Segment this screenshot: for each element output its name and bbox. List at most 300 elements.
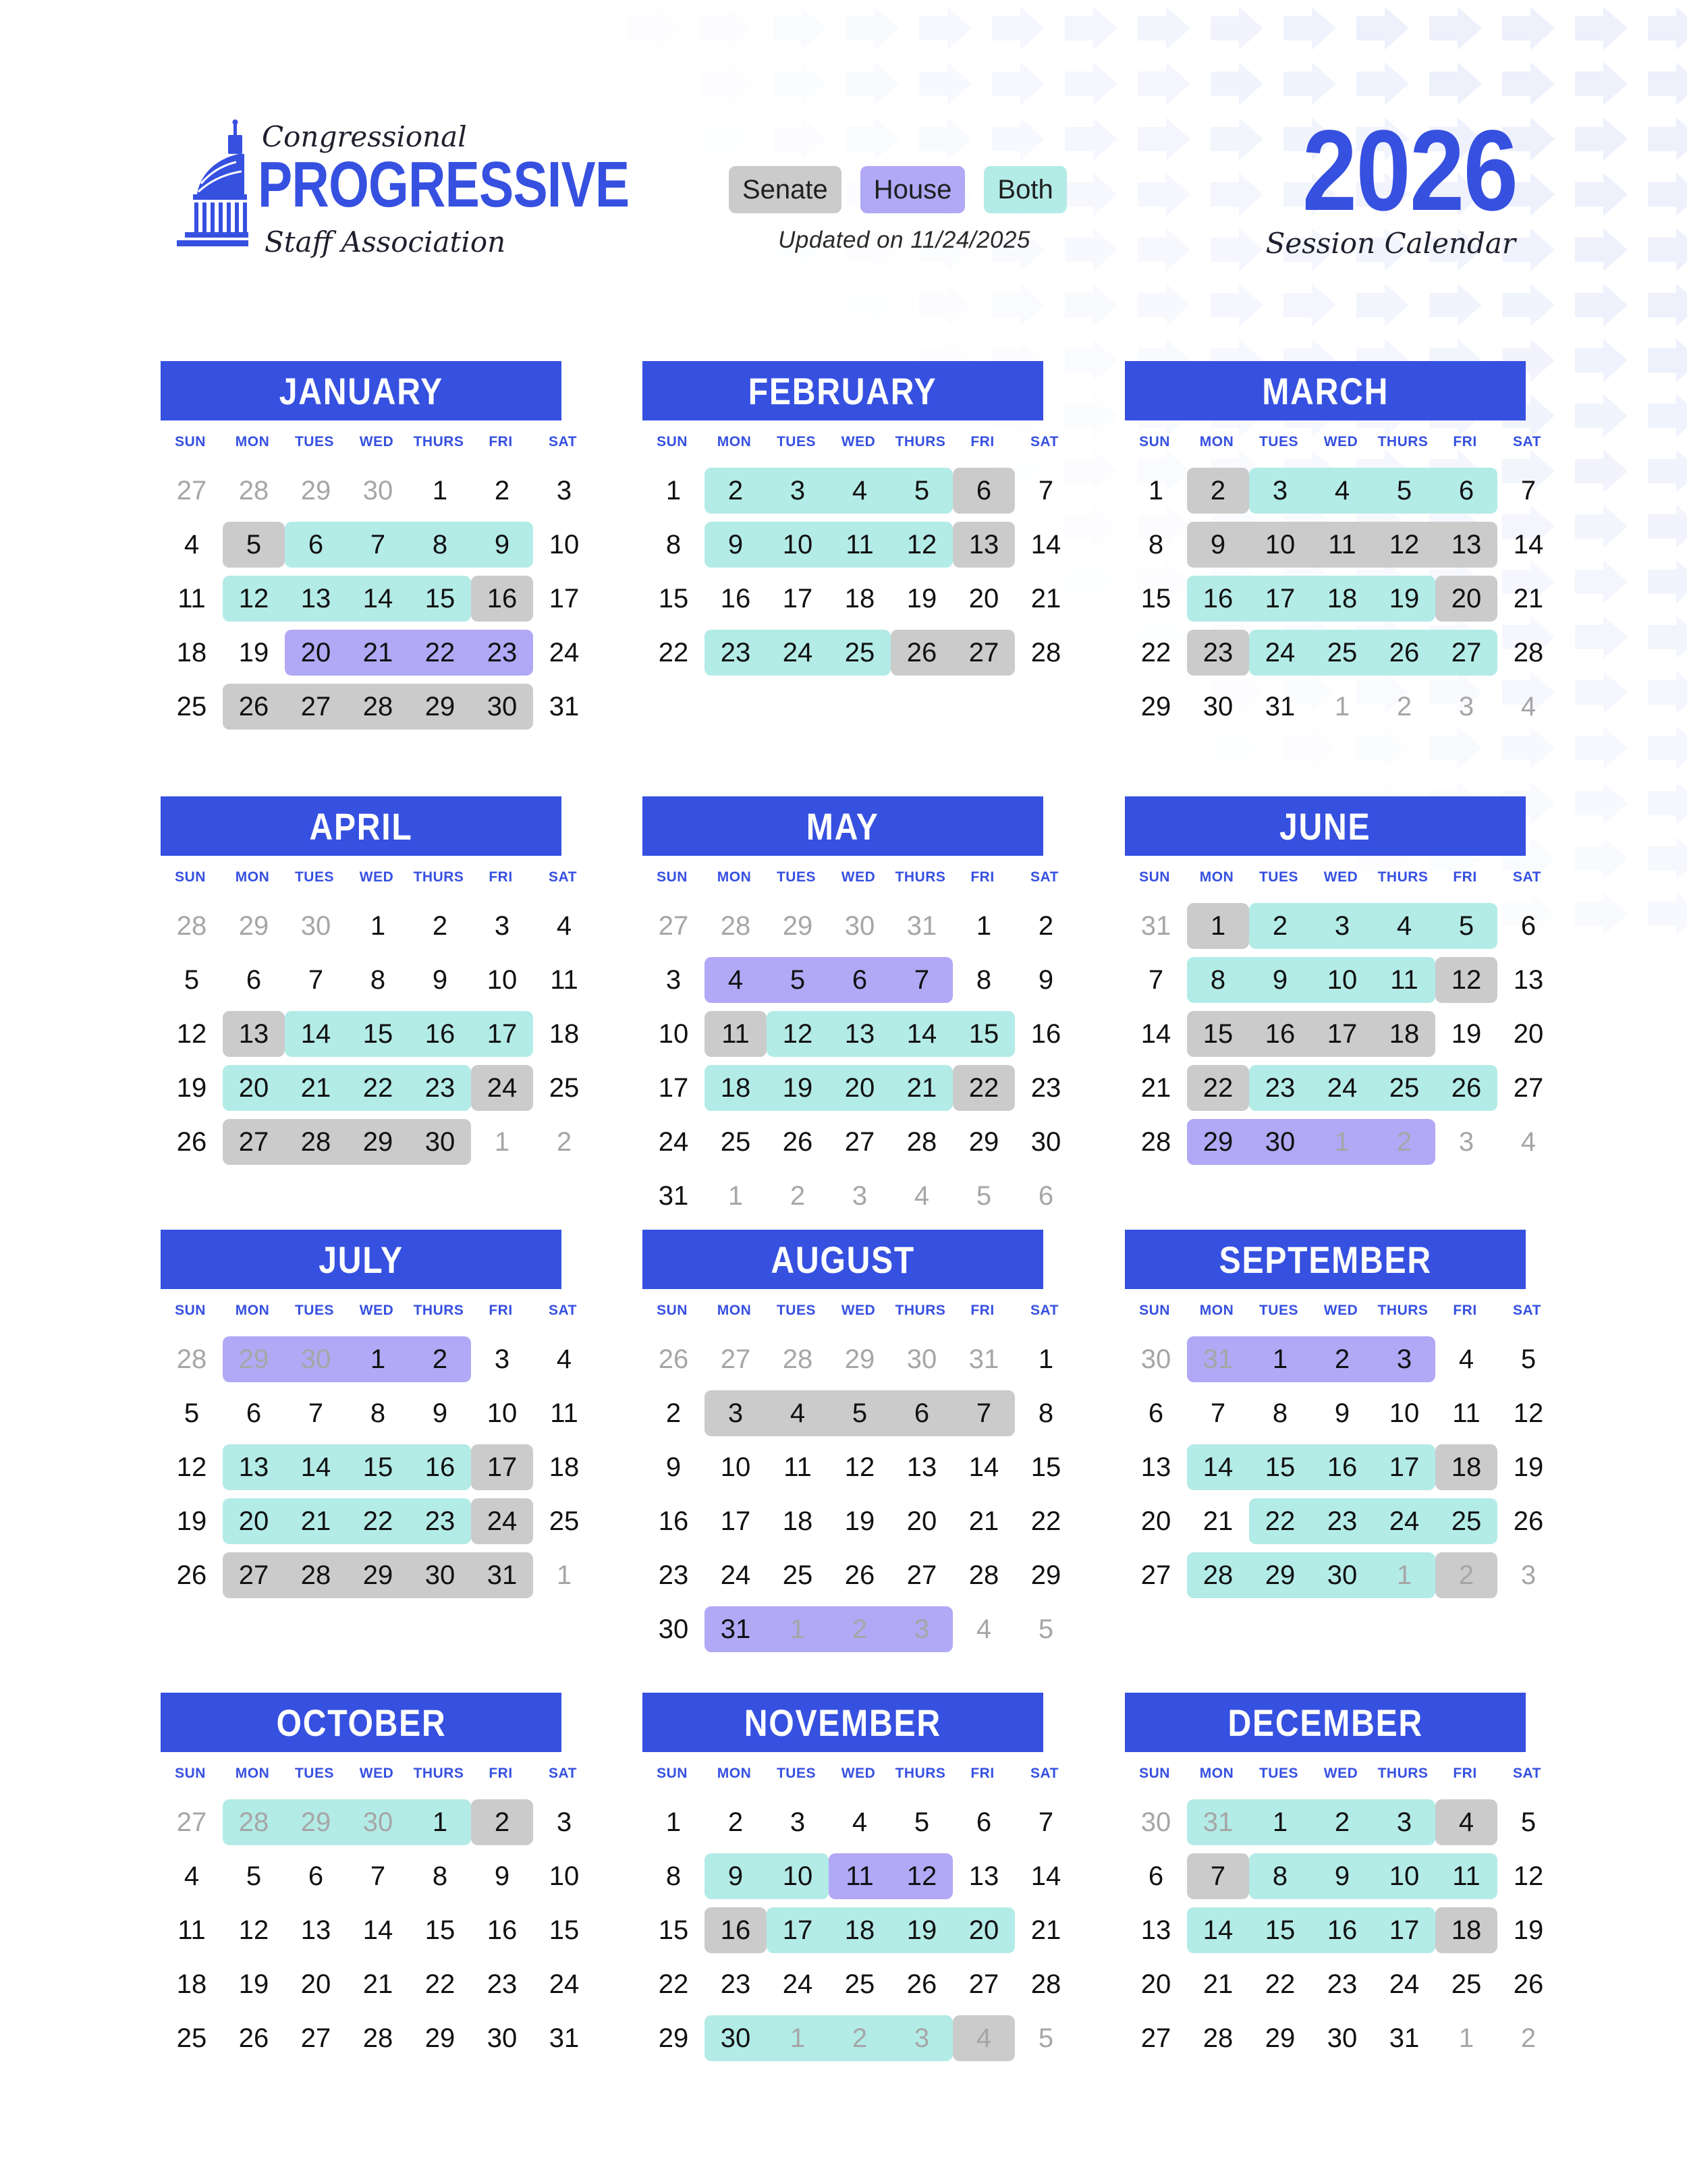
- day-cell: 18: [1327, 583, 1358, 613]
- day-cell: 18: [176, 637, 207, 667]
- adjacent-month-day-cell: 30: [1140, 1807, 1171, 1837]
- day-cell: 3: [1334, 910, 1350, 941]
- day-cell: 26: [1389, 637, 1420, 667]
- month-header: [161, 1230, 561, 1289]
- day-cell: 25: [549, 1506, 580, 1536]
- day-cell: 10: [658, 1018, 689, 1049]
- day-cell: 16: [1327, 1452, 1358, 1482]
- day-cell: 24: [1265, 637, 1296, 667]
- weekday-label: MON: [235, 1303, 270, 1318]
- month-february: [642, 361, 1061, 680]
- day-cell: 8: [665, 1861, 682, 1891]
- adjacent-month-day-cell: 5: [1038, 2023, 1054, 2053]
- month-title: APRIL: [309, 804, 413, 848]
- adjacent-month-day-cell: 2: [1458, 1560, 1474, 1590]
- day-cell: 16: [487, 1915, 518, 1945]
- day-cell: 15: [362, 1018, 393, 1049]
- day-cell: 4: [556, 910, 572, 941]
- weekday-label: FRI: [1453, 1766, 1477, 1781]
- weekday-label: MON: [235, 869, 270, 885]
- weekday-label: WED: [359, 869, 394, 885]
- adjacent-month-day-cell: 2: [556, 1126, 572, 1157]
- day-cell: 19: [906, 1915, 937, 1945]
- day-cell: 6: [976, 475, 992, 506]
- day-cell: 23: [658, 1560, 689, 1590]
- day-cell: 27: [238, 1560, 269, 1590]
- legend: [729, 166, 1067, 213]
- adjacent-month-day-cell: 2: [1396, 691, 1412, 721]
- day-cell: 19: [844, 1506, 875, 1536]
- day-cell: 30: [424, 1560, 455, 1590]
- day-cell: 24: [782, 637, 813, 667]
- day-cell: 30: [1327, 1560, 1358, 1590]
- day-cell: 16: [1265, 1018, 1296, 1049]
- weekday-label: FRI: [970, 869, 995, 885]
- weekday-label: SUN: [175, 1766, 206, 1781]
- day-cell: 3: [665, 964, 682, 995]
- day-cell: 1: [665, 475, 682, 506]
- day-cell: 30: [487, 691, 518, 721]
- day-cell: 21: [1140, 1072, 1171, 1103]
- weekday-label: WED: [359, 1766, 394, 1781]
- month-days: [161, 899, 580, 1169]
- day-cell: 8: [665, 529, 682, 559]
- adjacent-month-day-cell: 28: [720, 910, 751, 941]
- day-cell: 8: [1148, 529, 1164, 559]
- day-cell: 23: [720, 637, 751, 667]
- day-cell: 19: [1513, 1452, 1544, 1482]
- day-cell: 14: [968, 1452, 999, 1482]
- day-cell: 29: [1265, 2023, 1296, 2053]
- month-title: AUGUST: [771, 1238, 915, 1281]
- adjacent-month-day-cell: 31: [1202, 1344, 1234, 1374]
- day-cell: 15: [549, 1915, 580, 1945]
- week-row: [1125, 626, 1544, 680]
- week-row: [642, 1548, 1061, 1602]
- week-row: [1125, 1795, 1537, 1849]
- month-days: [161, 464, 580, 734]
- weekday-label: WED: [1323, 869, 1358, 885]
- weekday-label: FRI: [970, 1766, 995, 1781]
- updated-date: Updated on 11/24/2025: [778, 227, 1030, 253]
- day-cell: 15: [1140, 583, 1171, 613]
- day-cell: 12: [1513, 1398, 1544, 1428]
- day-cell: 22: [1202, 1072, 1234, 1103]
- day-cell: 11: [1390, 964, 1418, 995]
- day-cell: 17: [487, 1452, 518, 1482]
- week-row: [161, 572, 580, 626]
- day-cell: 3: [790, 1807, 806, 1837]
- weekday-label: THURS: [413, 1766, 464, 1781]
- day-cell: 28: [362, 2023, 393, 2053]
- day-cell: 14: [1202, 1452, 1234, 1482]
- month-september: [1125, 1230, 1544, 1602]
- adjacent-month-day-cell: 3: [914, 2023, 930, 2053]
- day-cell: 2: [494, 1807, 510, 1837]
- day-cell: 22: [362, 1506, 393, 1536]
- weekday-label: WED: [841, 869, 876, 885]
- day-cell: 28: [968, 1560, 999, 1590]
- day-cell: 20: [1140, 1969, 1171, 1999]
- month-header: [642, 361, 1043, 420]
- day-cell: 29: [968, 1126, 999, 1157]
- weekday-label: SUN: [175, 434, 206, 449]
- day-cell: 13: [300, 583, 331, 613]
- month-header: [1125, 361, 1526, 420]
- weekday-label: TUES: [1259, 1303, 1298, 1318]
- day-cell: 30: [658, 1614, 689, 1644]
- weekday-label: SUN: [1139, 434, 1170, 449]
- month-days: [642, 464, 1061, 680]
- weekday-label: SAT: [549, 1303, 577, 1318]
- day-cell: 27: [906, 1560, 937, 1590]
- day-cell: 4: [852, 1807, 868, 1837]
- day-cell: 25: [844, 637, 875, 667]
- week-row: [642, 953, 1054, 1007]
- weekday-label: FRI: [1453, 434, 1477, 449]
- day-cell: 24: [487, 1072, 518, 1103]
- day-cell: 2: [727, 1807, 744, 1837]
- weekday-label: THURS: [895, 434, 946, 449]
- day-cell: 20: [906, 1506, 937, 1536]
- day-cell: 23: [1327, 1969, 1358, 1999]
- day-cell: 31: [720, 1614, 751, 1644]
- month-header: [161, 361, 561, 420]
- adjacent-month-day-cell: 3: [914, 1614, 930, 1644]
- month-days: [642, 1332, 1061, 1656]
- day-cell: 21: [362, 637, 393, 667]
- week-row: [161, 1494, 580, 1548]
- day-cell: 26: [782, 1126, 813, 1157]
- day-cell: 21: [362, 1969, 393, 1999]
- day-cell: 30: [1265, 1126, 1296, 1157]
- weekday-label: SUN: [657, 1766, 688, 1781]
- weekday-label: TUES: [1259, 1766, 1298, 1781]
- weekday-label: FRI: [489, 1303, 513, 1318]
- week-row: [1125, 1957, 1544, 2011]
- month-header: [161, 1693, 561, 1752]
- week-row: [642, 1169, 1054, 1223]
- weekday-label: FRI: [489, 869, 513, 885]
- weekday-label: WED: [359, 1303, 394, 1318]
- weekday-label: MON: [235, 1766, 270, 1781]
- day-cell: 31: [549, 2023, 580, 2053]
- day-cell: 23: [424, 1506, 455, 1536]
- day-cell: 14: [1030, 1861, 1061, 1891]
- day-cell: 20: [844, 1072, 875, 1103]
- day-cell: 28: [1202, 1560, 1234, 1590]
- week-row: [1125, 1115, 1537, 1169]
- day-cell: 6: [1458, 475, 1474, 506]
- adjacent-month-day-cell: 28: [782, 1344, 813, 1374]
- day-cell: 20: [968, 1915, 999, 1945]
- day-cell: 5: [1396, 475, 1412, 506]
- week-row: [642, 464, 1054, 518]
- month-title: JULY: [319, 1238, 404, 1281]
- day-cell: 21: [300, 1506, 331, 1536]
- weekday-header-row: [642, 1303, 1059, 1332]
- weekday-label: FRI: [970, 1303, 995, 1318]
- day-cell: 11: [177, 1915, 206, 1945]
- day-cell: 14: [1202, 1915, 1234, 1945]
- day-cell: 3: [556, 475, 572, 506]
- day-cell: 12: [1451, 964, 1482, 995]
- day-cell: 6: [1148, 1398, 1164, 1428]
- day-cell: 12: [1513, 1861, 1544, 1891]
- day-cell: 16: [720, 1915, 751, 1945]
- month-title: JUNE: [1279, 804, 1371, 848]
- weekday-label: TUES: [776, 434, 816, 449]
- day-cell: 7: [1038, 475, 1054, 506]
- day-cell: 15: [1202, 1018, 1234, 1049]
- weekday-label: MON: [717, 869, 752, 885]
- year-title: 2026: [1302, 107, 1517, 235]
- day-cell: 21: [906, 1072, 937, 1103]
- weekday-label: TUES: [294, 869, 334, 885]
- day-cell: 16: [658, 1506, 689, 1536]
- day-cell: 28: [300, 1560, 331, 1590]
- day-cell: 15: [658, 1915, 689, 1945]
- day-cell: 7: [308, 1398, 324, 1428]
- month-days: [1125, 1795, 1544, 2065]
- weekday-label: THURS: [895, 1766, 946, 1781]
- month-title: SEPTEMBER: [1219, 1238, 1432, 1281]
- weekday-header-row: [161, 1303, 577, 1332]
- adjacent-month-day-cell: 2: [790, 1180, 806, 1211]
- month-header: [1125, 796, 1526, 856]
- weekday-label: FRI: [1453, 1303, 1477, 1318]
- day-cell: 22: [1265, 1969, 1296, 1999]
- week-row: [161, 1849, 580, 1903]
- day-cell: 3: [790, 475, 806, 506]
- week-row: [1125, 1386, 1544, 1440]
- week-row: [642, 2011, 1054, 2065]
- day-cell: 20: [238, 1072, 269, 1103]
- day-cell: 10: [720, 1452, 751, 1482]
- day-cell: 29: [1030, 1560, 1061, 1590]
- weekday-label: MON: [235, 434, 270, 449]
- day-cell: 16: [424, 1018, 455, 1049]
- adjacent-month-day-cell: 4: [976, 1614, 992, 1644]
- weekday-label: WED: [1323, 434, 1358, 449]
- day-cell: 11: [846, 1861, 874, 1891]
- day-cell: 14: [1030, 529, 1061, 559]
- day-cell: 20: [1513, 1018, 1544, 1049]
- weekday-header-row: [1125, 434, 1541, 464]
- day-cell: 24: [1389, 1969, 1420, 1999]
- day-cell: 8: [1210, 964, 1226, 995]
- weekday-label: TUES: [294, 1303, 334, 1318]
- day-cell: 23: [1202, 637, 1234, 667]
- month-october: [161, 1693, 580, 2065]
- day-cell: 9: [1038, 964, 1054, 995]
- weekday-label: MON: [717, 434, 752, 449]
- day-cell: 24: [658, 1126, 689, 1157]
- day-cell: 17: [1389, 1452, 1420, 1482]
- day-cell: 13: [844, 1018, 875, 1049]
- weekday-label: TUES: [776, 869, 816, 885]
- adjacent-month-day-cell: 1: [790, 2023, 806, 2053]
- week-row: [642, 1849, 1061, 1903]
- day-cell: 10: [782, 529, 813, 559]
- day-cell: 10: [1389, 1398, 1420, 1428]
- day-cell: 28: [300, 1126, 331, 1157]
- day-cell: 5: [1458, 910, 1474, 941]
- day-cell: 1: [1272, 1344, 1288, 1374]
- adjacent-month-day-cell: 29: [300, 1807, 331, 1837]
- day-cell: 29: [1265, 1560, 1296, 1590]
- day-cell: 4: [790, 1398, 806, 1428]
- day-cell: 27: [300, 691, 331, 721]
- weekday-label: SUN: [1139, 869, 1170, 885]
- day-cell: 25: [844, 1969, 875, 1999]
- weekday-label: SAT: [1030, 1303, 1059, 1318]
- day-cell: 13: [1451, 529, 1482, 559]
- day-cell: 6: [308, 1861, 324, 1891]
- day-cell: 6: [914, 1398, 930, 1428]
- day-cell: 17: [782, 583, 813, 613]
- day-cell: 4: [1458, 1807, 1474, 1837]
- day-cell: 3: [1396, 1344, 1412, 1374]
- day-cell: 21: [1030, 583, 1061, 613]
- week-row: [642, 1957, 1061, 2011]
- adjacent-month-day-cell: 28: [176, 1344, 207, 1374]
- adjacent-month-day-cell: 29: [300, 475, 331, 506]
- day-cell: 15: [362, 1452, 393, 1482]
- weekday-label: WED: [359, 434, 394, 449]
- month-july: [161, 1230, 580, 1602]
- day-cell: 9: [727, 529, 744, 559]
- day-cell: 26: [906, 637, 937, 667]
- day-cell: 1: [1210, 910, 1226, 941]
- day-cell: 29: [424, 691, 455, 721]
- adjacent-month-day-cell: 30: [906, 1344, 937, 1374]
- weekday-label: THURS: [895, 1303, 946, 1318]
- adjacent-month-day-cell: 1: [494, 1126, 510, 1157]
- day-cell: 5: [790, 964, 806, 995]
- day-cell: 10: [1327, 964, 1358, 995]
- day-cell: 8: [370, 964, 386, 995]
- month-title: FEBRUARY: [748, 369, 937, 412]
- weekday-label: SUN: [175, 1303, 206, 1318]
- weekday-label: WED: [841, 1303, 876, 1318]
- adjacent-month-day-cell: 3: [1458, 691, 1474, 721]
- day-cell: 12: [238, 583, 269, 613]
- adjacent-month-day-cell: 2: [852, 1614, 868, 1644]
- month-title: MARCH: [1262, 369, 1389, 412]
- day-cell: 7: [370, 1861, 386, 1891]
- day-cell: 20: [1451, 583, 1482, 613]
- month-title: DECEMBER: [1227, 1701, 1423, 1744]
- weekday-label: WED: [1323, 1303, 1358, 1318]
- week-row: [161, 1332, 572, 1386]
- weekday-label: SAT: [1030, 434, 1059, 449]
- day-cell: 13: [1513, 964, 1544, 995]
- day-cell: 10: [1265, 529, 1296, 559]
- day-cell: 5: [852, 1398, 868, 1428]
- day-cell: 27: [968, 637, 999, 667]
- weekday-label: SUN: [657, 434, 688, 449]
- day-cell: 27: [1140, 2023, 1171, 2053]
- adjacent-month-day-cell: 30: [844, 910, 875, 941]
- day-cell: 30: [424, 1126, 455, 1157]
- day-cell: 9: [1272, 964, 1288, 995]
- week-row: [642, 1061, 1061, 1115]
- day-cell: 4: [852, 475, 868, 506]
- day-cell: 11: [783, 1452, 812, 1482]
- day-cell: 24: [720, 1560, 751, 1590]
- day-cell: 18: [549, 1452, 580, 1482]
- week-row: [1125, 953, 1544, 1007]
- weekday-label: SAT: [1513, 434, 1541, 449]
- adjacent-month-day-cell: 26: [658, 1344, 689, 1374]
- day-cell: 28: [1030, 637, 1061, 667]
- day-cell: 18: [1451, 1452, 1482, 1482]
- week-row: [161, 1115, 572, 1169]
- weekday-label: SAT: [549, 869, 577, 885]
- weekday-label: FRI: [1453, 869, 1477, 885]
- day-cell: 7: [914, 964, 930, 995]
- week-row: [1125, 464, 1537, 518]
- day-cell: 25: [549, 1072, 580, 1103]
- day-cell: 9: [1334, 1398, 1350, 1428]
- day-cell: 21: [1202, 1506, 1234, 1536]
- day-cell: 31: [1389, 2023, 1420, 2053]
- weekday-label: THURS: [1377, 434, 1429, 449]
- day-cell: 22: [1140, 637, 1171, 667]
- week-row: [161, 953, 578, 1007]
- day-cell: 18: [176, 1969, 207, 1999]
- day-cell: 7: [1148, 964, 1164, 995]
- day-cell: 3: [494, 1344, 510, 1374]
- week-row: [161, 1061, 580, 1115]
- month-august: [642, 1230, 1061, 1656]
- day-cell: 21: [1202, 1969, 1234, 1999]
- weekday-label: FRI: [970, 434, 995, 449]
- day-cell: 4: [727, 964, 744, 995]
- day-cell: 23: [487, 1969, 518, 1999]
- day-cell: 2: [665, 1398, 682, 1428]
- weekday-header-row: [1125, 869, 1541, 899]
- day-cell: 4: [1458, 1344, 1474, 1374]
- adjacent-month-day-cell: 3: [1520, 1560, 1537, 1590]
- day-cell: 31: [658, 1180, 689, 1211]
- day-cell: 18: [1389, 1018, 1420, 1049]
- month-days: [642, 1795, 1061, 2065]
- day-cell: 22: [968, 1072, 999, 1103]
- day-cell: 12: [1389, 529, 1420, 559]
- day-cell: 3: [727, 1398, 744, 1428]
- day-cell: 12: [906, 529, 937, 559]
- week-row: [1125, 899, 1537, 953]
- day-cell: 14: [300, 1452, 331, 1482]
- day-cell: 24: [549, 1969, 580, 1999]
- month-days: [1125, 464, 1544, 734]
- day-cell: 15: [968, 1018, 999, 1049]
- weekday-label: THURS: [1377, 1303, 1429, 1318]
- week-row: [1125, 1061, 1544, 1115]
- week-row: [642, 1602, 1054, 1656]
- weekday-label: SUN: [1139, 1766, 1170, 1781]
- week-row: [642, 626, 1061, 680]
- week-row: [161, 680, 580, 734]
- adjacent-month-day-cell: 2: [1520, 2023, 1537, 2053]
- day-cell: 19: [238, 1969, 269, 1999]
- week-row: [1125, 1494, 1544, 1548]
- day-cell: 18: [549, 1018, 580, 1049]
- week-row: [1125, 1849, 1544, 1903]
- day-cell: 19: [176, 1506, 207, 1536]
